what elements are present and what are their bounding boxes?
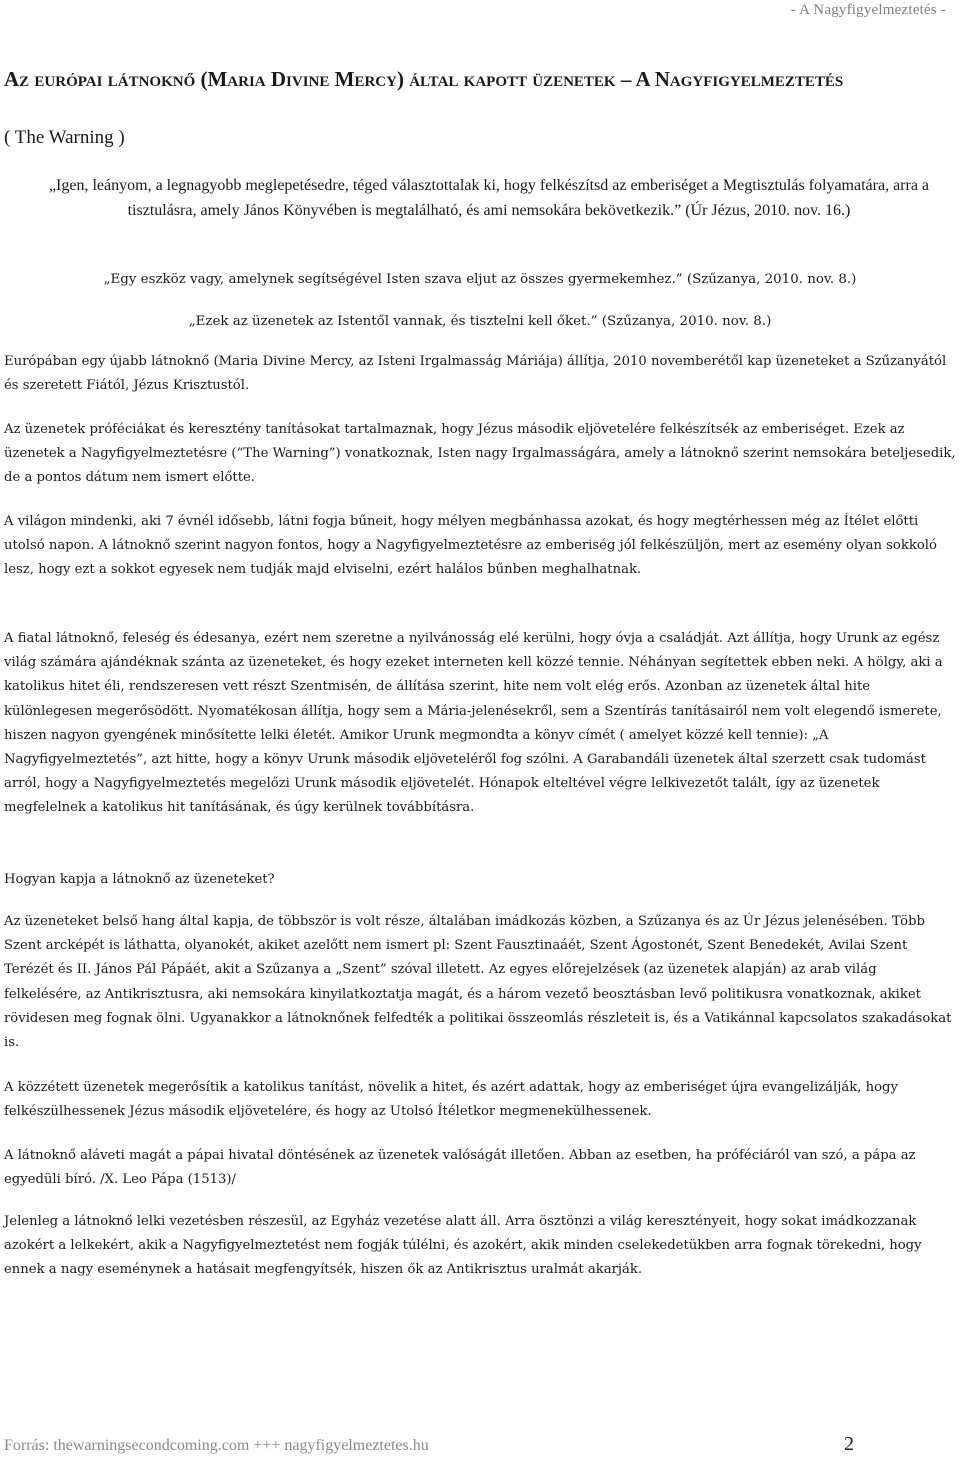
quote-virgin-mary-1: „Egy eszköz vagy, amelynek segítségével Isten szava eljut az összes gyermekemhez.” (Szűzanya, 2010. nov. 8.) bbox=[103, 272, 857, 287]
running-header: - A Nagyfigyelmeztetés - bbox=[790, 2, 946, 18]
paragraph-how-messages: Az üzeneteket belső hang által kapja, de többször is volt része, általában imádkozás közben, a Szűzanya és az Úr Jézus jelenésében. Több Szent arcképét is láthatta, olyanokét, akiket azelőtt nem ismert pl: Szent Fausztinaáét, Szent Ágostonét, Szent Benedekét, Avilai Szent Terézét és II. János Pál Pápáét, akit a Szűzanya a „Szent” szóval illetett. Az egyes előrejelzések (az üzenetek alapján) az arab világ felkelésére, az Antikrisztusra, aki nemsokára kinyilatkoztatja magát, és a három vezető beosztásban levő politikusra vonatkoznak, akiket rövidesen meg fognak ölni. Ugyanakkor a látnoknőnek felfedték a politikai összeomlás részleteit is, és a Vatikánnal kapcsolatos szakadásokat is. bbox=[4, 914, 952, 1051]
paragraph-spiritual-guidance: Jelenleg a látnoknő lelki vezetésben részesül, az Egyház vezetése alatt áll. Arra ösztönzi a világ keresztényeit, hogy sokat imádkozzanak azokért a lelkekért, akik a Nagyfigyelmeztetést nem fogják túlélni, és azokért, akik minden cselekedetükben arra fognak törekedni, hogy ennek a nagy eseménynek a hatásait megfengyítsék, hiszen ők az Antikrisztus uralmát akarják. bbox=[4, 1214, 922, 1278]
page-number: 2 bbox=[844, 1433, 854, 1455]
paragraph-papal-authority: A látnoknő aláveti magát a pápai hivatal döntésének az üzenetek valóságát illetően. Abban az esetben, ha próféciáról van szó, a pápa az egyedüli bíró. /X. Leo Pápa (1513)/ bbox=[4, 1148, 916, 1188]
paragraph-visionary: A fiatal látnoknő, feleség és édesanya, ezért nem szeretne a nyilvánosság elé kerülni, hogy óvja a családját. Azt állítja, hogy Urunk az egész világ számára ajándéknak szánta az üzeneteket, és hogy ezeket interneten kell közzé tennie. Néhányan segítettek ebben neki. A hölgy, aki a katolikus hitet éli, rendszeresen vett részt Szentmisén, de állítása szerint, hite nem volt elég erős. Azonban az üzenetek által hite különlegesen megerősödött. Nyomatékosan állítja, hogy sem a Mária-jelenésekről, sem a Szentírás tanításairól nem volt elegendő ismerete, hiszen nagyon gyengének minősítette lelki életét. Amikor Urunk megmondta a könyv címét ( amelyet közzé kell tennie): „A Nagyfigyelmeztetés”, azt hitte, hogy a könyv Urunk második eljöveteléről fog szólni. A Garabandáli üzenetek által szerzett csak tudomást arról, hogy a Nagyfigyelmeztetés megelőzi Urunk második eljövetelét. Hónapok elteltével végre lelkivezetőt talált, így az üzenetek megfelelnek a katolikus hit tanításának, és úgy kerülnek továbbításra. bbox=[4, 631, 943, 816]
quote-jesus: „Igen, leányom, a legnagyobb meglepetésedre, téged választottalak ki, hogy felkészítsd az emberiséget a Megtisztulás folyamatára, arra a tisztulásra, amely János Könyvében is megtalálható, és ami nemsokára bekövetkezik.” (Úr Jézus, 2010. nov. 16.) bbox=[48, 177, 930, 219]
section-question: Hogyan kapja a látnoknő az üzeneteket? bbox=[4, 872, 275, 887]
document-title: Az európai látnoknő (Maria Divine Mercy) által kapott üzenetek – A Nagyfigyelmeztetés bbox=[4, 67, 844, 91]
paragraph-prophecies: Az üzenetek próféciákat és keresztény tanításokat tartalmaznak, hogy Jézus második eljövetelére felkészítsék az emberiséget. Ezek az üzenetek a Nagyfigyelmeztetésre (“The Warning”) vonatkoznak, Isten nagy Irgalmasságára, amely a látnoknő szerint nemsokára beteljesedik, de a pontos dátum nem ismert előtte. bbox=[4, 422, 956, 486]
footer-source: Forrás: thewarningsecondcoming.com +++ nagyfigyelmeztetes.hu bbox=[4, 1437, 429, 1454]
paragraph-confirmation: A közzétett üzenetek megerősítik a katolikus tanítást, növelik a hitet, és azért adattak, hogy az emberiséget újra evangelizálják, hogy felkészülhessenek Jézus második eljövetelére, és hogy az Utolsó Ítéletkor megmenekülhessenek. bbox=[4, 1080, 898, 1120]
document-subtitle: ( The Warning ) bbox=[4, 127, 125, 148]
paragraph-everyone: A világon mindenki, aki 7 évnél idősebb, látni fogja bűneit, hogy mélyen megbánhassa azokat, és hogy megtérhessen még az Ítélet előtti utolsó napon. A látnoknő szerint nagyon fontos, hogy a Nagyfigyelmeztetésre az emberiség jól felkészüljön, mert az esemény olyan sokkoló lesz, hogy ezt a sokkot egyesek nem tudják majd elviselni, ezért halálos bűnben meghalhatnak. bbox=[4, 514, 937, 578]
paragraph-intro: Európában egy újabb látnoknő (Maria Divine Mercy, az Isteni Irgalmasság Máriája) állítja, 2010 novemberétől kap üzeneteket a Szűzanyától és szeretett Fiától, Jézus Krisztustól. bbox=[4, 354, 947, 394]
quote-virgin-mary-2: „Ezek az üzenetek az Istentől vannak, és tisztelni kell őket.” (Szűzanya, 2010. nov. 8.) bbox=[188, 314, 772, 329]
